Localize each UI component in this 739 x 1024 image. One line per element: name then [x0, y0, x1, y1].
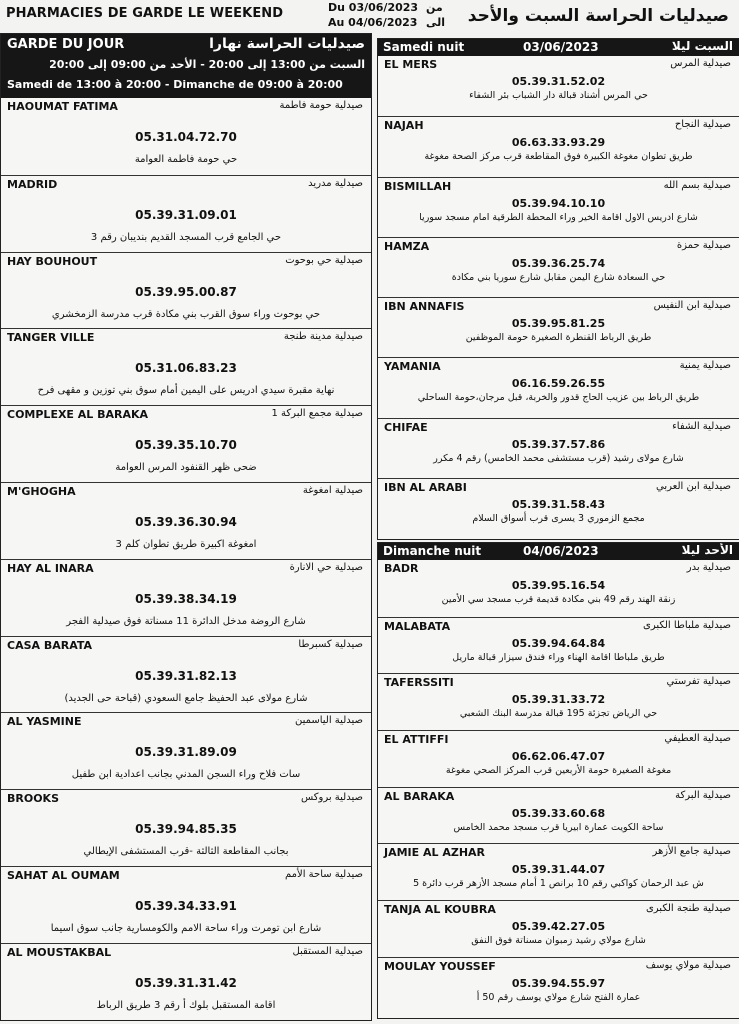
pharmacy-name-fr: YAMANIA — [384, 360, 441, 374]
pharmacy-name-ar: صيدلية حي بوحوت — [285, 254, 363, 266]
pharmacy-name-ar: صيدلية حمزة — [676, 239, 731, 251]
pharmacy-address: شارع الروضة مدخل الدائرة 11 مسناتة فوق صيدلية الفجر — [66, 615, 306, 627]
saturday-date: 03/06/2023 — [523, 40, 599, 54]
pharmacy-name-ar: صيدلية امغوغة — [302, 484, 363, 496]
pharmacy-address: حي بوحوت وراء سوق القرب بني مكادة قرب مدرسة الزمخشري — [51, 308, 321, 320]
pharmacy-name-ar: صيدلية مدريد — [308, 177, 363, 189]
pharmacy-entry — [1, 636, 371, 713]
pharmacy-name-fr: EL ATTIFFI — [384, 733, 449, 747]
saturday-title-fr: Samedi nuit — [383, 40, 465, 54]
saturday-night-column — [377, 38, 739, 540]
phone-number: 05.39.36.30.94 — [135, 514, 237, 529]
saturday-title-ar: السبت ليلا — [671, 39, 733, 53]
phone-number: 05.39.95.00.87 — [135, 284, 237, 299]
pharmacy-name-ar: صيدلية مدينة طنجة — [283, 331, 363, 343]
phone-number: 05.39.34.33.91 — [135, 898, 237, 913]
pharmacy-name-ar: صيدلية الياسمين — [294, 715, 363, 727]
saturday-pharmacy-list — [378, 56, 739, 538]
from-date: Du 03/06/2023 — [328, 1, 419, 14]
pharmacy-name-fr: TANGER VILLE — [7, 331, 95, 345]
pharmacy-entry — [1, 866, 371, 943]
pharmacy-entry — [1, 559, 371, 636]
phone-number: 06.62.06.47.07 — [511, 750, 606, 764]
pharmacy-address: حي الرياض تجزئة 195 قبالة مدرسة البنك الشعبي — [459, 708, 658, 720]
phone-number: 05.39.31.31.42 — [135, 975, 237, 990]
sunday-header — [378, 543, 739, 560]
pharmacy-name-ar: صيدلية بدر — [686, 562, 731, 573]
pharmacy-address: شارع مولاى رشيد (قرب مستشفى محمد الخامس) رقم 4 مكرر — [433, 452, 684, 464]
pharmacy-address: شارع ادريس الاول اقامة الخير وراء المحطة الطرقية امام مسجد سوريا — [419, 211, 698, 223]
phone-number: 05.39.94.10.10 — [511, 196, 606, 210]
phone-number: 05.39.35.10.70 — [135, 438, 237, 453]
pharmacy-entry — [378, 418, 739, 478]
phone-number: 05.39.94.85.35 — [135, 822, 237, 837]
pharmacy-entry — [378, 673, 739, 730]
pharmacy-name-ar: صيدلية يمنية — [679, 360, 731, 372]
pharmacy-name-ar: صيدلية العطيفي — [664, 733, 731, 745]
day-pharmacy-list — [1, 98, 371, 1020]
pharmacy-name-fr: AL YASMINE — [7, 715, 82, 729]
pharmacy-address: ش عبد الرحمان كواكبي رقم 10 برانص 1 أمام مسجد الأزهر قرب دائرة 5 — [413, 878, 704, 890]
pharmacy-name-fr: MALABATA — [384, 619, 451, 633]
pharmacy-name-ar: صيدلية مولاي يوسف — [645, 959, 731, 971]
phone-number: 05.39.31.09.01 — [135, 207, 237, 222]
pharmacy-address: طريق الرباط القنطرة الصغيرة حومة الموظفين — [465, 332, 652, 344]
pharmacy-name-fr: NAJAH — [384, 119, 424, 133]
pharmacy-name-fr: HAMZA — [384, 239, 430, 253]
pharmacy-name-ar: صيدلية طنجة الكبرى — [645, 903, 731, 915]
pharmacy-name-fr: TANJA AL KOUBRA — [384, 903, 496, 917]
pharmacy-name-fr: JAMIE AL AZHAR — [384, 846, 486, 860]
pharmacy-address: شارع ابن تومرت وراء ساحة الامم والكومسارية جانب سوق اسيما — [50, 922, 322, 934]
pharmacy-address: زنقة الهند رقم 49 بني مكادة قديمة قرب مسجد سي الأمين — [441, 594, 676, 605]
pharmacy-name-fr: IBN ANNAFIS — [384, 300, 465, 314]
pharmacy-entry — [1, 405, 371, 482]
pharmacy-address: طريق ملباطا اقامة الهناء وراء فندق سيزار قبالة ماريل — [452, 651, 665, 663]
pharmacy-name-ar: صيدلية مجمع البركة 1 — [271, 408, 363, 420]
sunday-title-fr: Dimanche nuit — [383, 544, 482, 558]
pharmacy-address: اقامة المستقبل بلوك أ رقم 3 طريق الرباط — [96, 999, 276, 1011]
pharmacy-address: حي الجامع قرب المسجد القديم بنديبان رقم 3 — [90, 231, 282, 243]
title-fr: PHARMACIES DE GARDE LE WEEKEND — [6, 6, 284, 21]
pharmacy-name-ar: صيدلية المرس — [670, 58, 731, 69]
pharmacy-address: حي حومة فاطمة العوامة — [134, 154, 238, 165]
top-banner — [0, 0, 739, 32]
to-date: Au 04/06/2023 — [328, 16, 418, 29]
pharmacy-entry — [378, 730, 739, 787]
pharmacy-address: ساحة الكويت عمارة ابيريا قرب مسجد محمد الخامس — [453, 821, 664, 833]
phone-number: 06.63.33.93.29 — [511, 136, 606, 150]
pharmacy-name-fr: HAY AL INARA — [7, 561, 94, 575]
pharmacy-name-ar: صيدلية تفرستي — [666, 676, 731, 688]
pharmacy-entry — [1, 328, 371, 405]
pharmacy-name-ar: صيدلية كسبرطا — [298, 638, 363, 650]
hours-ar: السبت من 13:00 إلى 20:00 - الأحد من 09:00 إلى 20:00 — [49, 58, 365, 71]
pharmacy-name-fr: TAFERSSITI — [384, 676, 454, 690]
phone-number: 05.31.06.83.23 — [135, 361, 237, 376]
pharmacy-address: حي المرس أشناد قبالة دار الشباب بئر الشفاء — [469, 90, 648, 101]
pharmacy-name-fr: EL MERS — [384, 58, 438, 71]
phone-number: 05.39.31.52.02 — [511, 75, 606, 88]
pharmacy-name-ar: صيدلية حي الانارة — [289, 561, 363, 573]
phone-number: 05.39.94.64.84 — [511, 636, 606, 650]
pharmacy-name-fr: COMPLEXE AL BARAKA — [7, 408, 149, 422]
pharmacy-address: شارع مولاي رشيد زمبوان مسناتة فوق النفق — [471, 935, 646, 947]
pharmacy-address: طريق تطوان مغوغة الكبيرة فوق المقاطعة قرب مركز الصحة مغوغة — [424, 151, 693, 163]
pharmacy-address: شارع مولاى عبد الحفيظ جامع السعودي (قباحة حى الجديد) — [64, 692, 308, 704]
pharmacy-name-ar: صيدلية حومة فاطمة — [279, 100, 363, 111]
pharmacy-entry — [1, 98, 371, 175]
pharmacy-address: بجانب المقاطعة الثالثة -قرب المستشفى الإيطالي — [83, 846, 289, 858]
phone-number: 05.39.36.25.74 — [511, 256, 606, 270]
pharmacy-name-fr: MOULAY YOUSSEF — [384, 959, 496, 973]
pharmacy-entry — [378, 237, 739, 297]
pharmacy-name-fr: M'GHOGHA — [7, 484, 76, 498]
pharmacy-name-fr: CASA BARATA — [7, 638, 93, 652]
pharmacy-name-fr: SAHAT AL OUMAM — [7, 868, 120, 882]
pharmacy-entry — [1, 712, 371, 789]
from-ar: من — [426, 1, 443, 14]
day-guard-title-fr: GARDE DU JOUR — [7, 37, 125, 52]
pharmacy-entry — [378, 957, 739, 1014]
pharmacy-entry — [1, 482, 371, 559]
pharmacy-name-fr: HAY BOUHOUT — [7, 254, 98, 268]
pharmacy-entry — [1, 175, 371, 252]
phone-number: 05.39.31.58.43 — [511, 498, 606, 512]
pharmacy-entry — [378, 478, 739, 538]
pharmacy-name-ar: صيدلية جامع الأزهر — [652, 846, 731, 858]
phone-number: 05.39.95.81.25 — [511, 317, 606, 331]
saturday-header — [378, 39, 739, 56]
pharmacy-entry — [378, 297, 739, 357]
sunday-title-ar: الأحد ليلا — [681, 543, 733, 557]
pharmacy-address: مغوغة الصغيرة حومة الأربعين قرب المركز الصحي مغوغة — [445, 765, 672, 777]
pharmacy-name-ar: صيدلية ابن العربي — [656, 481, 731, 493]
date-range — [328, 0, 446, 30]
sunday-date: 04/06/2023 — [523, 544, 599, 558]
pharmacy-address: حي السعادة شارع اليمن مقابل شارع سوريا بني مكادة — [451, 271, 666, 283]
pharmacy-name-ar: صيدلية النجاح — [674, 119, 731, 131]
sunday-pharmacy-list — [378, 560, 739, 1014]
pharmacy-entry — [378, 116, 739, 176]
pharmacy-entry — [378, 787, 739, 844]
pharmacy-name-fr: MADRID — [7, 177, 58, 191]
pharmacy-address: امغوغة اكبيرة طريق تطوان كلم 3 — [115, 538, 257, 550]
pharmacy-name-ar: صيدلية ملباطا الكبرى — [643, 619, 731, 631]
phone-number: 05.39.31.82.13 — [135, 668, 237, 683]
pharmacy-address: ضحى ظهر القنفود المرس العوامة — [115, 462, 257, 474]
hours-fr: Samedi de 13:00 à 20:00 - Dimanche de 09:00 à 20:00 — [7, 78, 343, 91]
title-ar: صيدليات الحراسة السبت والأحد — [467, 6, 729, 26]
phone-number: 05.39.94.55.97 — [511, 976, 606, 990]
pharmacy-name-fr: CHIFAE — [384, 420, 428, 434]
pharmacy-entry — [378, 617, 739, 674]
phone-number: 05.39.31.33.72 — [511, 693, 606, 707]
phone-number: 05.39.33.60.68 — [511, 806, 606, 820]
sunday-night-column — [377, 542, 739, 1019]
pharmacy-name-ar: صيدلية البركة — [675, 789, 731, 801]
day-guard-column — [0, 33, 372, 1021]
pharmacy-name-fr: IBN AL ARABI — [384, 481, 467, 495]
to-ar: الى — [426, 16, 446, 29]
phone-number: 06.16.59.26.55 — [511, 377, 606, 391]
day-guard-title-ar: صيدليات الحراسة نهارا — [209, 36, 365, 52]
pharmacy-entry — [378, 560, 739, 617]
pharmacy-address: نهاية مقبرة سيدي ادريس على اليمين أمام سوق بني توزين و مقهى فرح — [37, 385, 335, 397]
phone-number: 05.39.42.27.05 — [511, 920, 606, 934]
pharmacy-address: طريق الرباط بين عزيب الحاج قدور والخربة، قبل مرجان،حومة الساحلي — [417, 392, 700, 404]
pharmacy-address: سات فلاح وراء السجن المدني بجانب اعدادية ابن طفيل — [71, 769, 301, 781]
pharmacy-name-ar: صيدلية المستقبل — [292, 945, 363, 957]
pharmacy-entry — [1, 789, 371, 866]
pharmacy-name-ar: صيدلية الشفاء — [672, 420, 731, 432]
phone-number: 05.39.38.34.19 — [135, 591, 237, 606]
pharmacy-name-ar: صيدلية ساحة الأمم — [284, 868, 363, 880]
pharmacy-name-fr: HAOUMAT FATIMA — [7, 100, 118, 113]
pharmacy-address: عمارة الفتح شارع مولاي يوسف رقم 50 أ — [476, 991, 641, 1003]
pharmacy-name-ar: صيدلية ابن النفيس — [653, 300, 731, 312]
pharmacy-name-fr: AL BARAKA — [384, 789, 455, 803]
phone-number: 05.39.31.89.09 — [135, 745, 237, 760]
pharmacy-entry — [378, 900, 739, 957]
pharmacy-name-fr: BADR — [384, 562, 419, 575]
day-guard-header — [1, 34, 371, 98]
pharmacy-entry — [378, 357, 739, 417]
pharmacy-entry — [378, 843, 739, 900]
pharmacy-name-fr: BISMILLAH — [384, 179, 452, 193]
pharmacy-name-fr: AL MOUSTAKBAL — [7, 945, 112, 959]
pharmacy-name-fr: BROOKS — [7, 792, 60, 806]
pharmacy-entry — [378, 177, 739, 237]
pharmacy-entry — [1, 252, 371, 329]
pharmacy-address: مجمع الزموري 3 يسرى قرب أسواق السلام — [472, 513, 645, 525]
phone-number: 05.39.37.57.86 — [511, 437, 606, 451]
pharmacy-name-ar: صيدلية بروكس — [300, 792, 363, 804]
phone-number: 05.39.31.44.07 — [511, 863, 606, 877]
phone-number: 05.31.04.72.70 — [135, 130, 237, 144]
pharmacy-entry — [1, 943, 371, 1020]
phone-number: 05.39.95.16.54 — [511, 579, 606, 592]
pharmacy-name-ar: صيدلية بسم الله — [663, 179, 731, 191]
pharmacy-entry — [378, 56, 739, 116]
